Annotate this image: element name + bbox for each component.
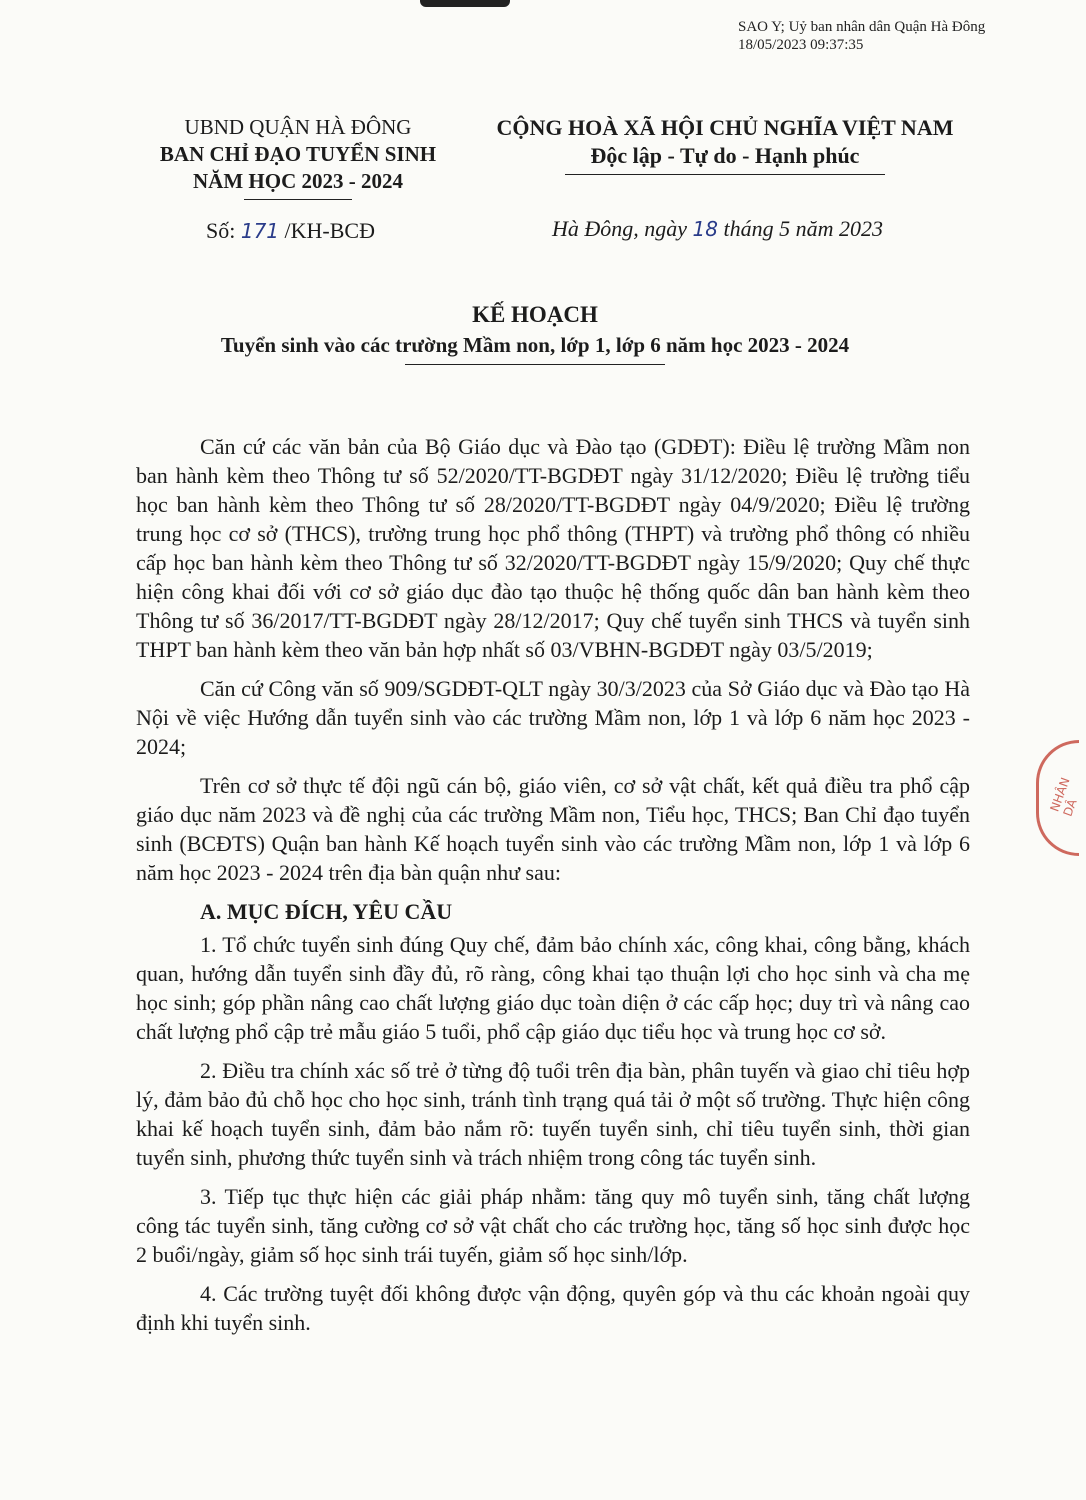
agency-line3: NĂM HỌC 2023 - 2024 (193, 169, 403, 193)
date-before: Hà Đông, ngày (552, 216, 688, 241)
copy-stamp-line1: SAO Y; Uỷ ban nhân dân Quận Hà Đông (738, 19, 986, 35)
section-heading-a: A. MỤC ĐÍCH, YÊU CẦU (200, 899, 453, 924)
document-date (552, 216, 883, 242)
document-number (206, 218, 375, 244)
list-item: 3. Tiếp tục thực hiện các giải pháp nhằm: tăng quy mô tuyển sinh, tăng chất lượng công tác tuyển sinh, tăng cường cơ sở vật chất cho các trường học, tăng số học sinh được học 2 buổi/ngày, giảm số học sinh trái tuyến, giảm số học sinh/lớp. (136, 1184, 970, 1267)
paragraph-basis-reality: Trên cơ sở thực tế đội ngũ cán bộ, giáo viên, cơ sở vật chất, kết quả điều tra phổ cập giáo dục năm 2023 và đề nghị của các trường Mầm non, Tiểu học, THCS; Ban Chỉ đạo tuyển sinh (BCĐTS) Quận ban hành Kế hoạch tuyển sinh vào các trường Mầm non, lớp 1 và lớp 6 năm học 2023 - 2024 trên địa bàn quận như sau: (136, 773, 970, 885)
docno-suffix: /KH-BCĐ (284, 218, 375, 243)
document-title (0, 300, 1070, 365)
title-underline (405, 364, 665, 365)
agency-underline (244, 199, 352, 200)
issuing-agency (138, 114, 458, 200)
date-handwritten-day: 18 (692, 217, 718, 241)
copy-stamp (738, 18, 985, 54)
motto-line1: CỘNG HOÀ XÃ HỘI CHỦ NGHĨA VIỆT NAM (496, 115, 954, 140)
docno-handwritten: 171 (240, 219, 280, 243)
copy-stamp-line2: 18/05/2023 09:37:35 (738, 37, 864, 53)
motto-line2: Độc lập - Tự do - Hạnh phúc (590, 143, 860, 168)
date-after: tháng 5 năm 2023 (723, 216, 883, 241)
national-motto (470, 114, 980, 175)
list-item: 1. Tổ chức tuyển sinh đúng Quy chế, đảm bảo chính xác, công khai, công bằng, khách quan, hướng dẫn tuyển sinh đầy đủ, rõ ràng, công khai tạo thuận lợi cho học sinh và cha mẹ học sinh; góp phần nâng cao chất lượng giáo dục toàn diện ở các cấp học; duy trì và nâng cao chất lượng phổ cập trẻ mẫu giáo 5 tuổi, phổ cập giáo dục tiểu học và trung học cơ sở. (136, 932, 970, 1044)
paragraph-official-letter: Căn cứ Công văn số 909/SGDĐT-QLT ngày 30/3/2023 của Sở Giáo dục và Đào tạo Hà Nội về việc Hướng dẫn tuyển sinh vào các trường Mầm non, lớp 1 và lớp 6 năm học 2023 - 2024; (136, 676, 970, 759)
agency-line2: BAN CHỈ ĐẠO TUYỂN SINH (159, 142, 437, 166)
document-body (136, 432, 970, 1347)
agency-line1: UBND QUẬN HÀ ĐÔNG (184, 115, 412, 139)
motto-underline (565, 174, 885, 175)
scan-artifact (420, 0, 510, 7)
docno-prefix: Số: (206, 218, 236, 243)
paragraph-legal-basis: Căn cứ các văn bản của Bộ Giáo dục và Đào tạo (GDĐT): Điều lệ trường Mầm non ban hành kèm theo Thông tư số 52/2020/TT-BGDĐT ngày 31/12/2020; Điều lệ trường tiểu học ban hành kèm theo Thông tư số 28/2020/TT-BGDĐT ngày 04/9/2020; Điều lệ trường trung học cơ sở (THCS), trường trung học phổ thông (THPT) và trường phổ thông có nhiều cấp học ban hành kèm theo Thông tư số 32/2020/TT-BGDĐT ngày 15/9/2020; Quy chế thực hiện công khai đối với cơ sở giáo dục đào tạo thuộc hệ thống quốc dân ban hành kèm theo Thông tư số 36/2017/TT-BGDĐT ngày 28/12/2017; Quy chế tuyển sinh THCS và tuyển sinh THPT ban hành kèm theo văn bản hợp nhất số 03/VBHN-BGDĐT ngày 03/5/2019; (136, 434, 970, 662)
seal-text: NHÂN DÂ (1047, 775, 1080, 819)
title-line1: KẾ HOẠCH (472, 302, 598, 327)
list-item: 2. Điều tra chính xác số trẻ ở từng độ tuổi trên địa bàn, phân tuyến và giao chỉ tiêu hợp lý, đảm bảo đủ chỗ học cho học sinh, tránh tình trạng quá tải ở một số trường. Thực hiện công khai kế hoạch tuyển sinh, đảm bảo nắm rõ: tuyến tuyển sinh, chỉ tiêu tuyển sinh, thời gian tuyển sinh, phương thức tuyển sinh và trách nhiệm trong công tác tuyển sinh. (136, 1058, 970, 1170)
title-line2: Tuyển sinh vào các trường Mầm non, lớp 1, lớp 6 năm học 2023 - 2024 (220, 333, 850, 357)
list-item: 4. Các trường tuyệt đối không được vận động, quyên góp và thu các khoản ngoài quy định khi tuyển sinh. (136, 1281, 970, 1335)
red-seal-stamp (1036, 740, 1079, 856)
